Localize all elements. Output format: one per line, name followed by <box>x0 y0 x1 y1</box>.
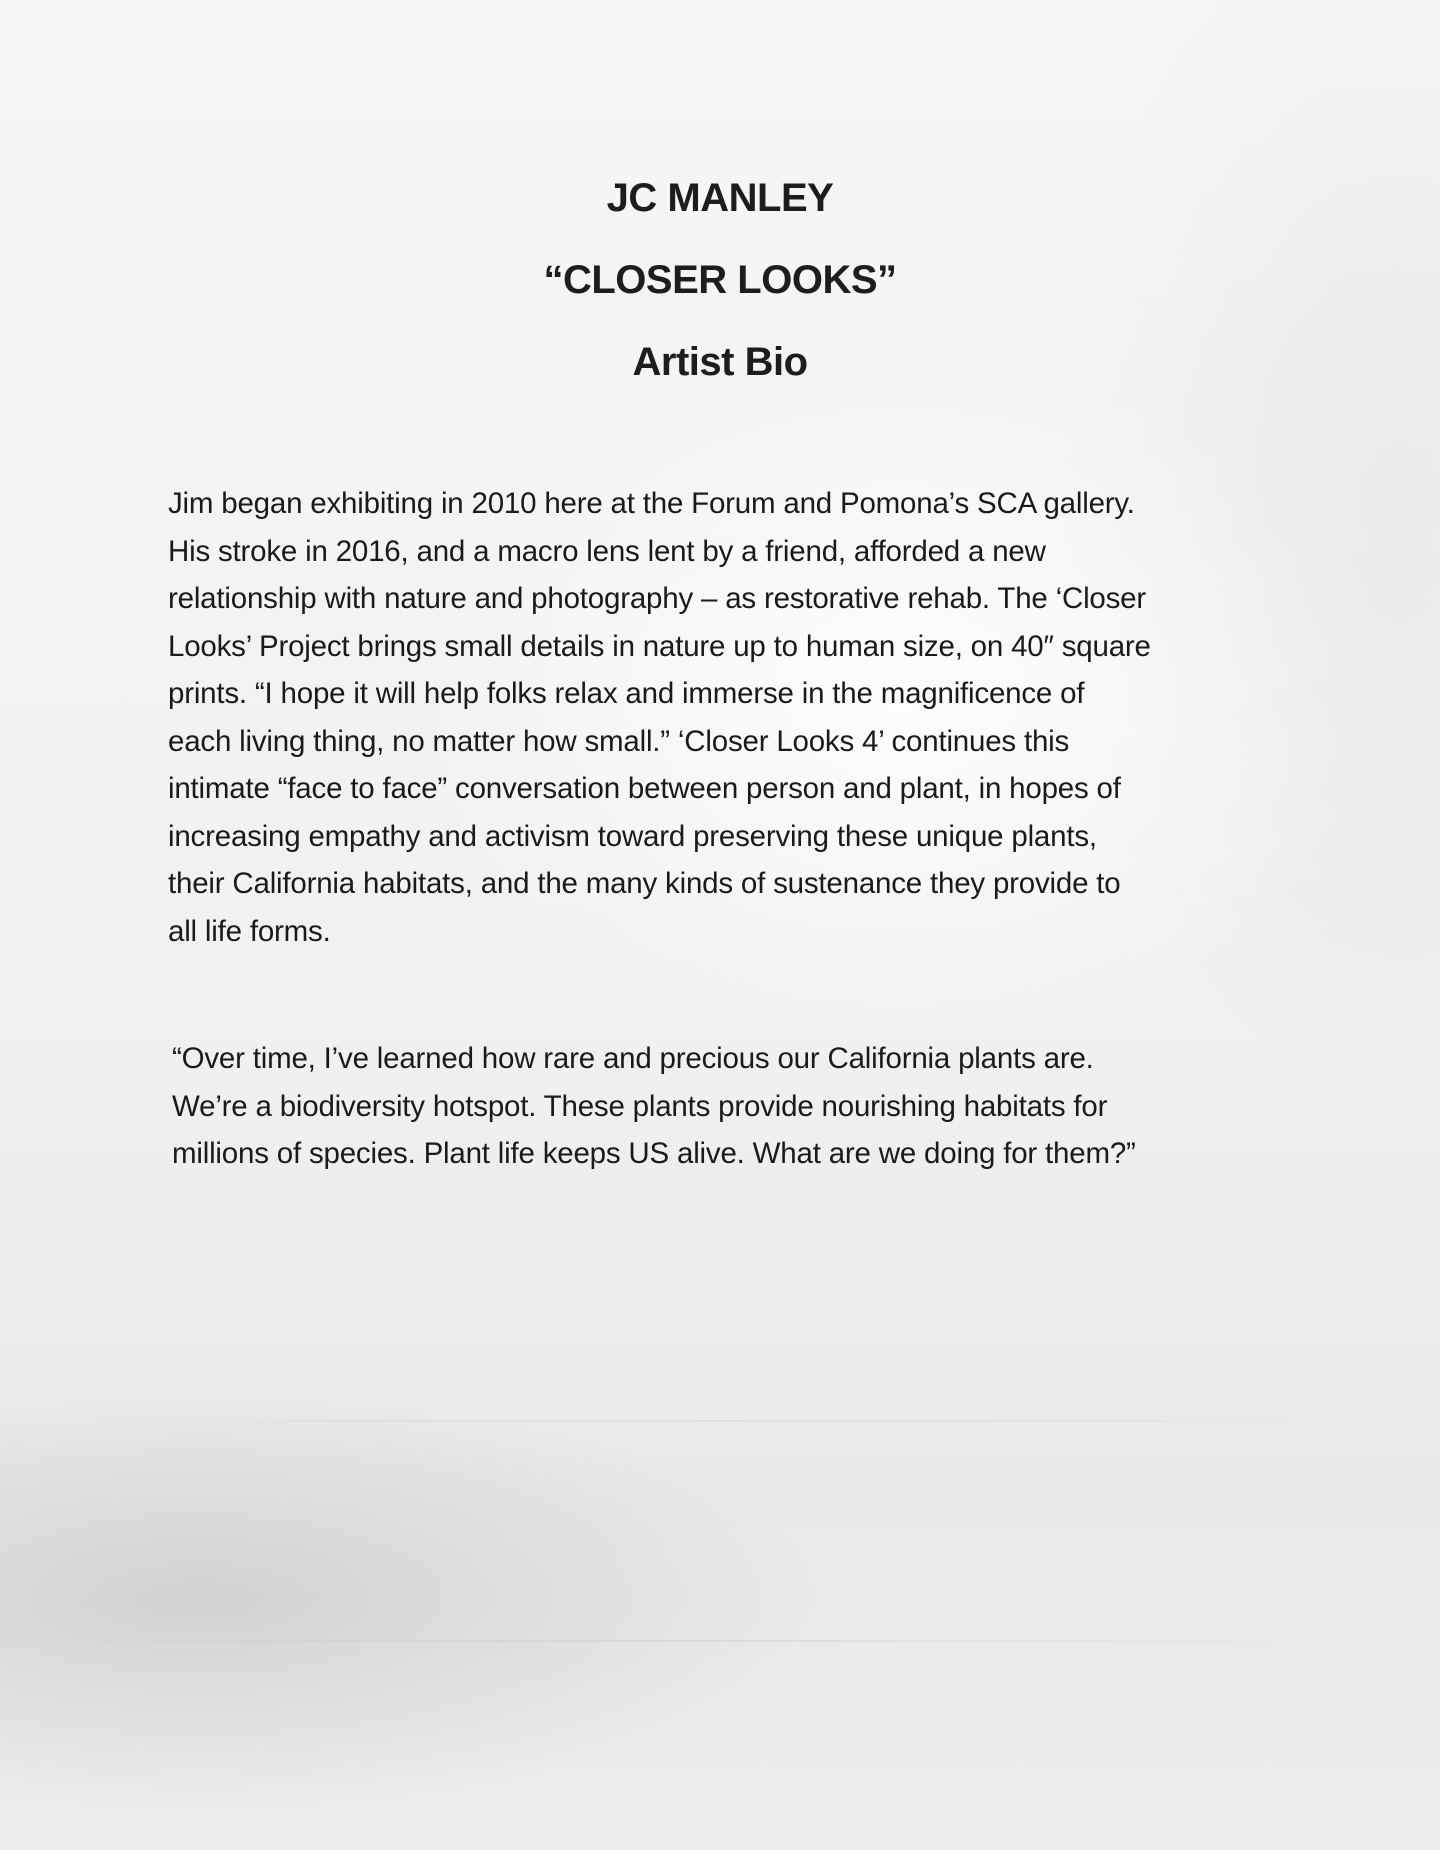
artist-name: JC MANLEY <box>606 176 834 220</box>
section-heading: Artist Bio <box>632 340 808 384</box>
document-header <box>0 168 1440 382</box>
quote-paragraph: “Over time, I’ve learned how rare and precious our California plants are. We’re a biodiversity hotspot. These plants provide nourishing habitats for millions of species. Plant life keeps US alive. What are we doing for them?” <box>172 1042 1136 1170</box>
paper-fold-shadow <box>0 1420 1440 1422</box>
exhibit-title: “CLOSER LOOKS” <box>543 258 897 302</box>
bio-paragraph: Jim began exhibiting in 2010 here at the Forum and Pomona’s SCA gallery. His stroke in 2016, and a macro lens lent by a friend, afforded a new relationship with nature and photography – as restorative rehab. The ‘Closer Looks’ Project brings small details in nature up to human size, on 40″ square prints. “I hope it will help folks relax and immerse in the magnificence of each living thing, no matter how small.” ‘Closer Looks 4’ continues this intimate “face to face” conversation between person and plant, in hopes of increasing empathy and activism toward preserving these unique plants, their California habitats, and the many kinds of sustenance they provide to all life forms. <box>168 487 1151 948</box>
paper-fold-shadow <box>0 1640 1440 1642</box>
